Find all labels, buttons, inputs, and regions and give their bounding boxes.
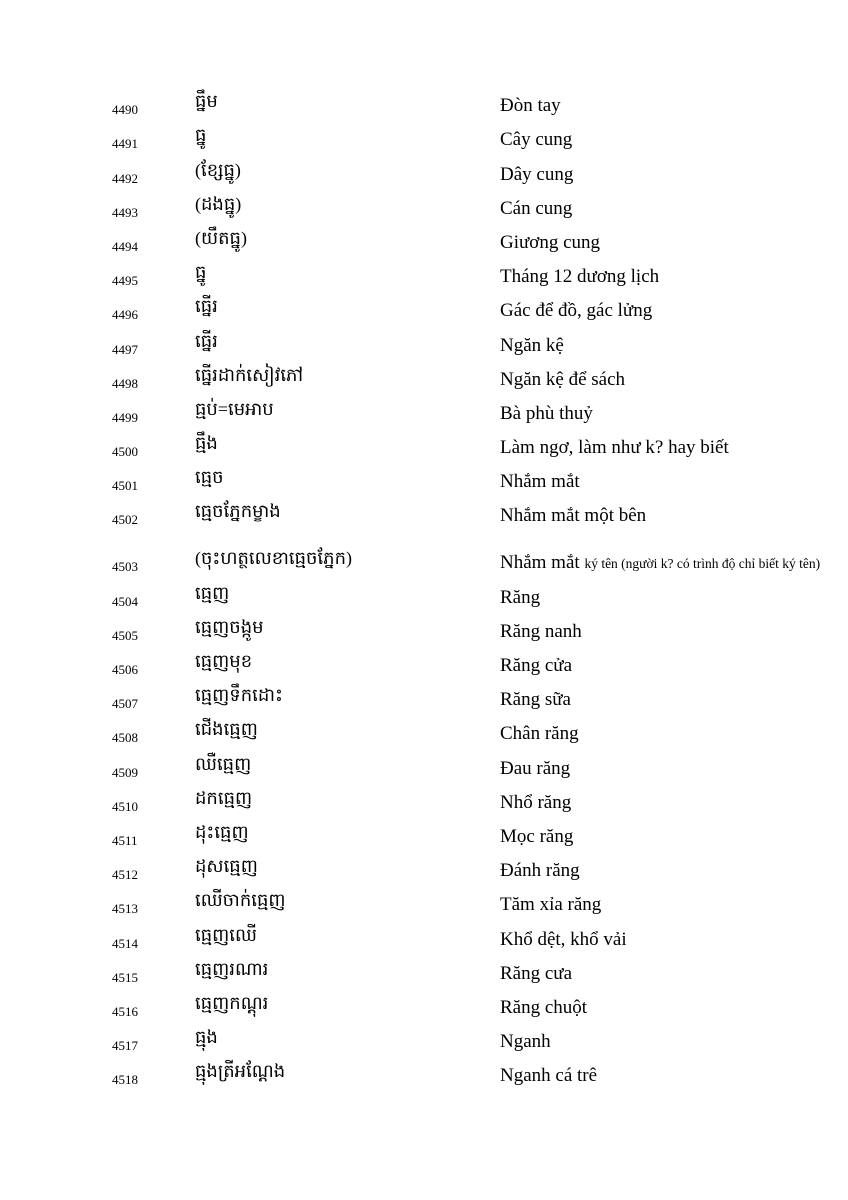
entry-row bbox=[0, 395, 848, 429]
translation-text: Răng bbox=[500, 586, 541, 608]
khmer-term: ធ្មេញ bbox=[195, 582, 230, 603]
khmer-term: ដុះធ្មេញ bbox=[195, 821, 249, 842]
khmer-term: ធ្មេញរណារ bbox=[195, 958, 269, 979]
entry-number: 4499 bbox=[112, 409, 138, 425]
translation-text: Ngăn kệ để sách bbox=[500, 368, 626, 390]
translation-text: Răng nanh bbox=[500, 620, 582, 642]
entry-number: 4507 bbox=[112, 696, 138, 712]
entry-number: 4514 bbox=[112, 935, 138, 951]
vietnamese-translation bbox=[500, 553, 820, 572]
vietnamese-translation bbox=[500, 404, 593, 423]
khmer-term: ឈើចាក់ធ្មេញ bbox=[195, 890, 286, 911]
translation-text: Đau răng bbox=[500, 757, 571, 779]
entry-number: 4500 bbox=[112, 444, 138, 460]
khmer-term: ធ្មេញឈើ bbox=[195, 924, 257, 945]
entry-row bbox=[0, 613, 848, 647]
translation-text: Làm ngơ, làm như k? hay biết bbox=[500, 437, 729, 459]
translation-text: Ngăn kệ bbox=[500, 334, 564, 356]
entry-row bbox=[0, 886, 848, 920]
entry-row bbox=[0, 989, 848, 1023]
entry-row bbox=[0, 429, 848, 463]
entry-row bbox=[0, 749, 848, 783]
vietnamese-translation bbox=[500, 165, 573, 184]
translation-text: Nhắm mắt bbox=[500, 471, 580, 493]
khmer-term: ធ្នូ bbox=[195, 262, 207, 283]
khmer-term: ធ្មេញទឹកដោះ bbox=[195, 685, 283, 706]
entry-number: 4509 bbox=[112, 764, 138, 780]
entry-row bbox=[0, 531, 848, 578]
translation-text: Cây cung bbox=[500, 129, 573, 151]
khmer-term: ធ្មេចភ្នែកម្ខាង bbox=[195, 501, 281, 522]
entry-row bbox=[0, 578, 848, 612]
vietnamese-translation bbox=[500, 759, 570, 778]
entry-row bbox=[0, 361, 848, 395]
entry-row bbox=[0, 920, 848, 954]
vietnamese-translation bbox=[500, 827, 573, 846]
entry-number: 4511 bbox=[112, 832, 138, 848]
khmer-term: ធ្មុង bbox=[195, 1027, 218, 1048]
entry-number: 4494 bbox=[112, 238, 138, 254]
entry-row bbox=[0, 647, 848, 681]
translation-text: Giương cung bbox=[500, 231, 601, 253]
vietnamese-translation bbox=[500, 199, 572, 218]
khmer-term: ធ្នូ bbox=[195, 125, 207, 146]
entry-number: 4516 bbox=[112, 1003, 138, 1019]
translation-text: Tháng 12 dương lịch bbox=[500, 266, 660, 288]
entry-number: 4515 bbox=[112, 969, 138, 985]
translation-text: Nganh cá trê bbox=[500, 1065, 598, 1087]
translation-text: Răng cưa bbox=[500, 962, 573, 984]
entry-row bbox=[0, 155, 848, 189]
translation-text: Răng cửa bbox=[500, 655, 573, 676]
entry-number: 4493 bbox=[112, 204, 138, 220]
vietnamese-translation bbox=[500, 930, 627, 949]
vietnamese-translation bbox=[500, 370, 625, 389]
translation-text: Răng sữa bbox=[500, 689, 571, 711]
khmer-term: ជើងធ្មេញ bbox=[195, 719, 258, 740]
translation-text: Đánh răng bbox=[500, 860, 580, 882]
vietnamese-translation bbox=[500, 690, 571, 709]
entry-number: 4503 bbox=[112, 559, 138, 575]
entry-row bbox=[0, 1023, 848, 1057]
vietnamese-translation bbox=[500, 336, 564, 355]
entry-row bbox=[0, 818, 848, 852]
khmer-term: ឈឺធ្មេញ bbox=[195, 753, 252, 774]
entry-row bbox=[0, 224, 848, 258]
entry-row bbox=[0, 121, 848, 155]
entry-number: 4501 bbox=[112, 478, 138, 494]
vietnamese-translation bbox=[500, 861, 580, 880]
khmer-term: ដុសធ្មេញ bbox=[195, 856, 258, 877]
entry-list bbox=[0, 87, 848, 1091]
entry-row bbox=[0, 852, 848, 886]
vietnamese-translation bbox=[500, 130, 572, 149]
entry-number: 4518 bbox=[112, 1072, 138, 1088]
entry-number: 4491 bbox=[112, 136, 138, 152]
khmer-term: (យឹតធ្នូ) bbox=[195, 227, 247, 248]
vietnamese-translation bbox=[500, 233, 600, 252]
vietnamese-translation bbox=[500, 1032, 551, 1051]
khmer-term: ធ្មេច bbox=[195, 467, 224, 488]
vietnamese-translation bbox=[500, 472, 580, 491]
entry-row bbox=[0, 1057, 848, 1091]
entry-number: 4495 bbox=[112, 273, 138, 289]
translation-text: Nhắm mắt bbox=[500, 552, 580, 574]
translation-text: Khổ dệt, khổ vải bbox=[500, 928, 627, 950]
vietnamese-translation bbox=[500, 267, 659, 286]
vietnamese-translation bbox=[500, 895, 601, 914]
translation-text: Nganh bbox=[500, 1031, 551, 1053]
vietnamese-translation bbox=[500, 622, 582, 641]
entry-row bbox=[0, 681, 848, 715]
entry-number: 4506 bbox=[112, 662, 138, 677]
translation-text: Tăm xỉa răng bbox=[500, 894, 602, 916]
khmer-term: ដកធ្មេញ bbox=[195, 787, 253, 808]
vietnamese-translation bbox=[500, 301, 652, 320]
entry-number: 4497 bbox=[112, 341, 138, 357]
entry-number: 4502 bbox=[112, 512, 138, 528]
translation-text: Chân răng bbox=[500, 723, 579, 745]
khmer-term: ធ្នើរ bbox=[195, 296, 218, 317]
entry-number: 4508 bbox=[112, 730, 138, 746]
entry-row bbox=[0, 190, 848, 224]
khmer-term: ធ្នើរ bbox=[195, 330, 218, 351]
entry-number: 4510 bbox=[112, 798, 138, 814]
entry-number: 4498 bbox=[112, 375, 138, 391]
vietnamese-translation bbox=[500, 724, 579, 743]
vietnamese-translation bbox=[500, 96, 561, 115]
khmer-term: ធ្នើរដាក់សៀវភៅ bbox=[195, 364, 304, 385]
khmer-term: ធ្មប់=មេអាប bbox=[195, 398, 274, 419]
khmer-term: (ចុះហត្ថលេខាធ្មេចភ្នែក) bbox=[195, 548, 353, 569]
entry-row bbox=[0, 497, 848, 531]
translation-text: Dây cung bbox=[500, 163, 574, 185]
translation-text: Bà phù thuỷ bbox=[500, 402, 593, 424]
khmer-term: ធ្មេញមុខ bbox=[195, 651, 253, 671]
translation-text: Đòn tay bbox=[500, 95, 561, 117]
vietnamese-translation bbox=[500, 1066, 597, 1085]
entry-number: 4492 bbox=[112, 170, 138, 186]
translation-text: Cán cung bbox=[500, 197, 573, 219]
entry-number: 4490 bbox=[112, 102, 138, 118]
entry-row bbox=[0, 258, 848, 292]
entry-number: 4517 bbox=[112, 1038, 138, 1054]
vietnamese-translation bbox=[500, 998, 587, 1017]
entry-row bbox=[0, 292, 848, 326]
translation-text: Nhổ răng bbox=[500, 791, 572, 813]
translation-text: Mọc răng bbox=[500, 825, 574, 847]
entry-number: 4513 bbox=[112, 901, 138, 917]
entry-row bbox=[0, 87, 848, 121]
entry-number: 4504 bbox=[112, 593, 138, 609]
translation-text: Răng chuột bbox=[500, 996, 588, 1018]
khmer-term: ធ្មឹង bbox=[195, 433, 218, 454]
vietnamese-translation bbox=[500, 588, 540, 607]
vietnamese-translation bbox=[500, 438, 729, 457]
vietnamese-translation bbox=[500, 793, 571, 812]
entry-row bbox=[0, 784, 848, 818]
vietnamese-translation bbox=[500, 656, 572, 675]
entry-row bbox=[0, 463, 848, 497]
entry-number: 4505 bbox=[112, 627, 138, 643]
khmer-term: (ខ្សែធ្នូ) bbox=[195, 159, 241, 180]
entry-number: 4512 bbox=[112, 867, 138, 883]
vietnamese-translation bbox=[500, 506, 646, 525]
translation-text: Nhắm mắt một bên bbox=[500, 505, 647, 527]
entry-row bbox=[0, 955, 848, 989]
khmer-term: ធ្មេញចង្កូម bbox=[195, 616, 264, 637]
khmer-term: ធ្មេញកណ្ដុរ bbox=[195, 992, 269, 1013]
khmer-term: (ដងធ្នូ) bbox=[195, 193, 242, 214]
entry-row bbox=[0, 715, 848, 749]
khmer-term: ធ្មុងត្រីអណ្ដែង bbox=[195, 1061, 286, 1082]
khmer-term: ធ្នឹម bbox=[195, 91, 218, 112]
entry-row bbox=[0, 326, 848, 360]
translation-note: ký tên (người k? có trình độ chỉ biết ký tên) bbox=[584, 556, 821, 572]
translation-text: Gác để đồ, gác lửng bbox=[500, 300, 653, 322]
vietnamese-translation bbox=[500, 964, 572, 983]
entry-number: 4496 bbox=[112, 307, 138, 323]
